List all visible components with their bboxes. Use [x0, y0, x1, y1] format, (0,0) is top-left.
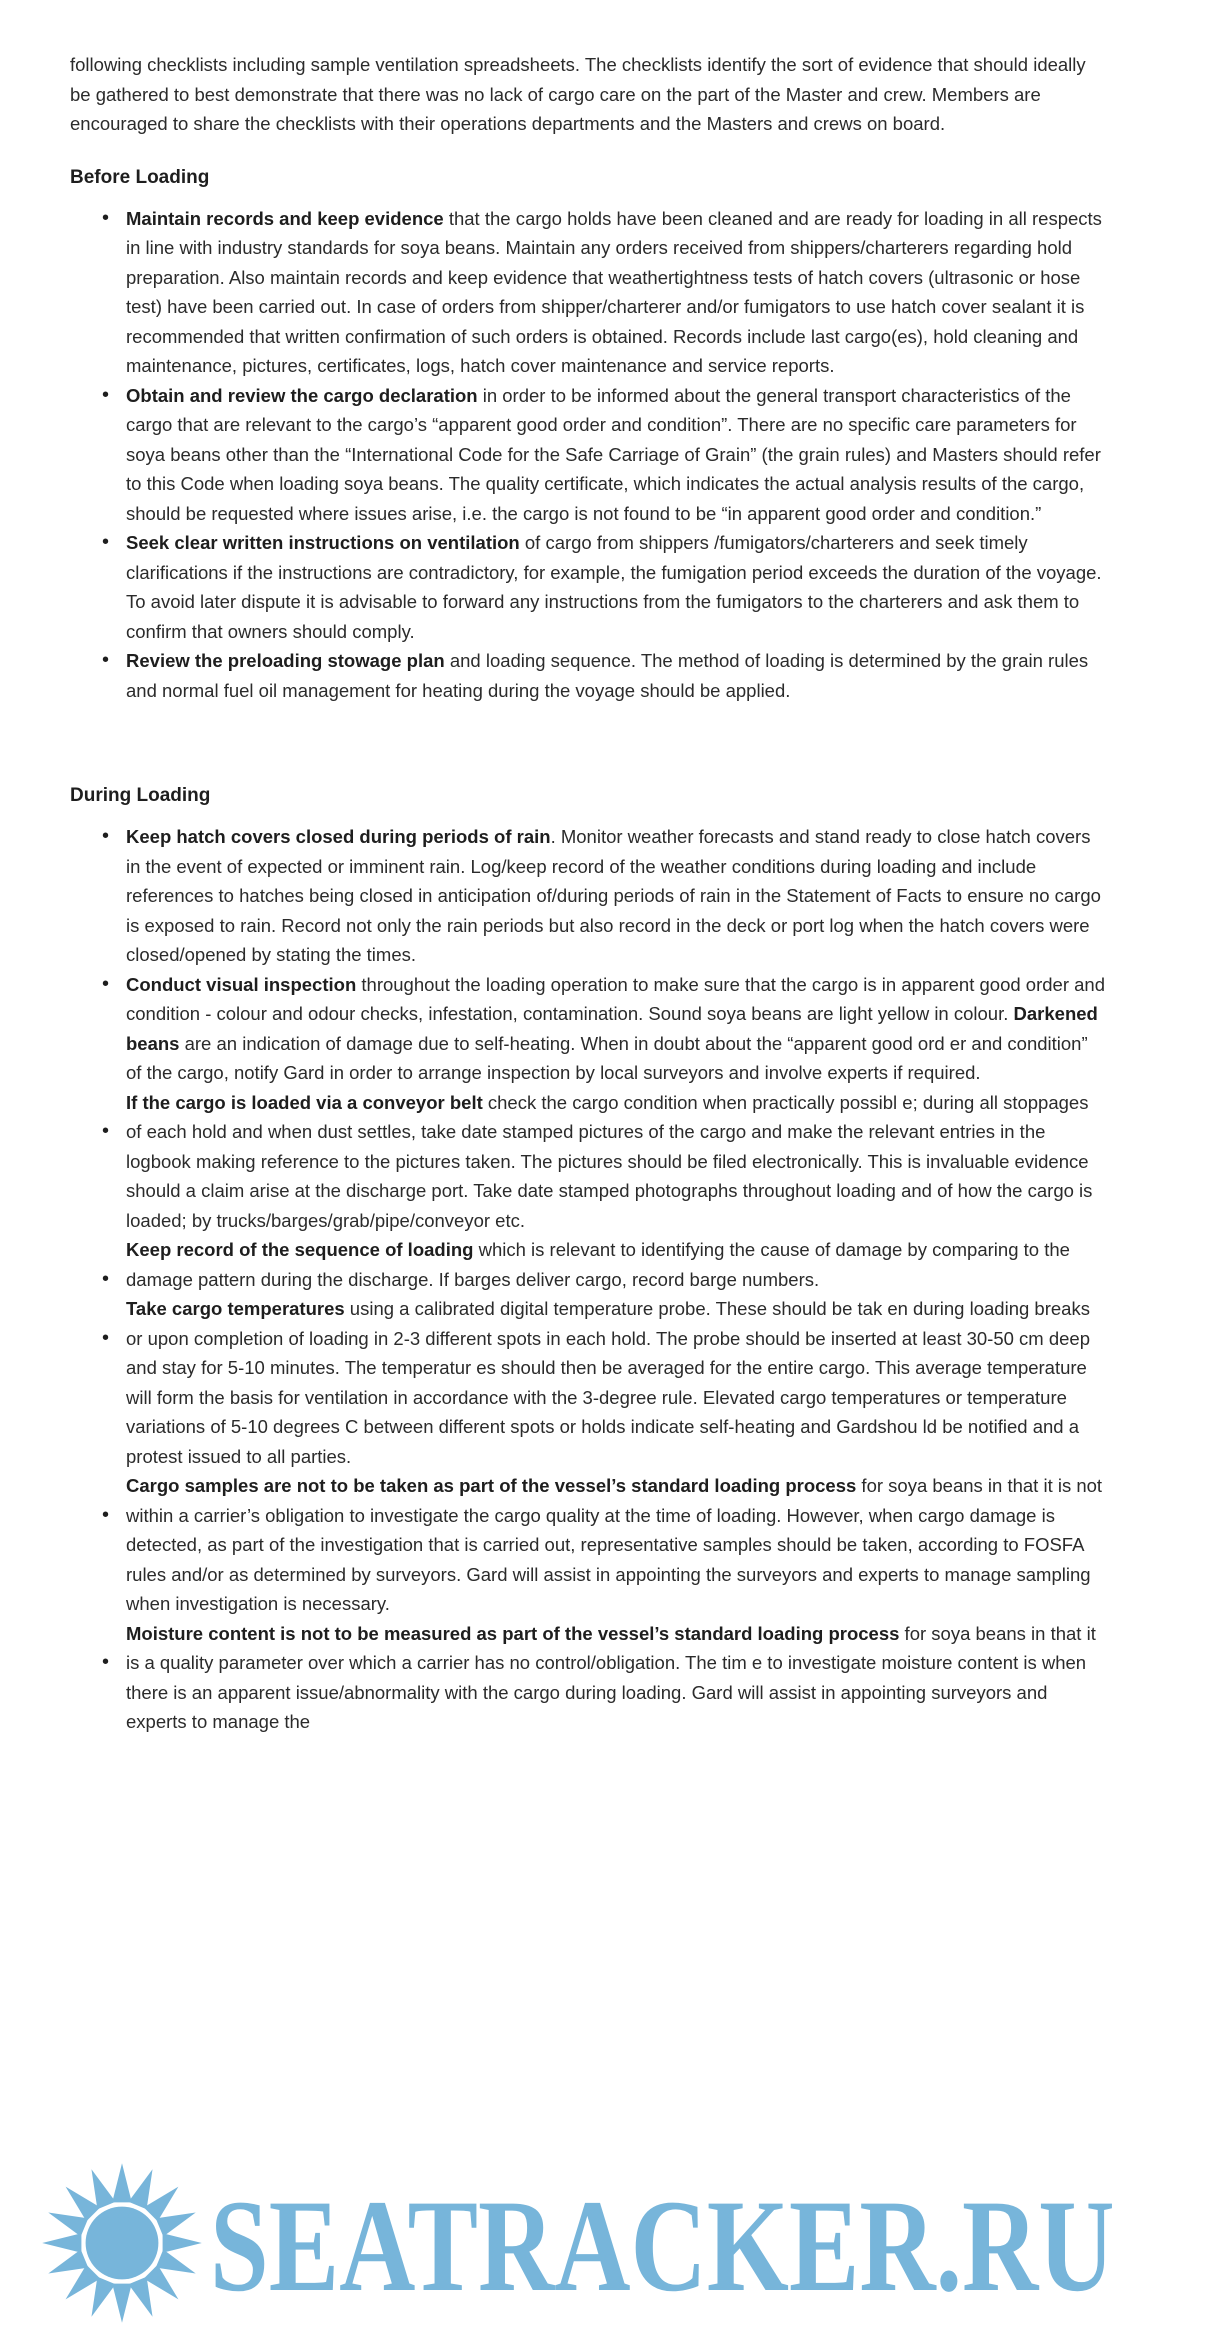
list-item — [126, 204, 1108, 381]
item-body: are an indication of damage due to self-heating. When in doubt about the “apparent good ord er and condition” of the cargo, notify Gard in order to arrange inspection by local surveyors and involve experts if required. — [126, 1032, 1088, 1083]
item-lead: Conduct visual inspection — [126, 973, 357, 995]
item-body: that the cargo holds have been cleaned and are ready for loading in all respects in line with industry standards for soya beans. Maintain any orders received from shippers/charterers regarding hold preparation. Also maintain records and keep evidence that weathertightness tests of hatch covers (ultrasonic or hose test) have been carried out. In case of orders from shipper/charterer and/or fumigators to use hatch cover sealant it is recommended that written confirmation of such orders is obtained. Records include last cargo(es), hold cleaning and maintenance, pictures, certificates, logs, hatch cover maintenance and service reports. — [126, 207, 1102, 376]
item-lead: Maintain records and keep evidence — [126, 207, 444, 229]
list-item — [126, 381, 1108, 529]
logo-text: SEATRACKER.RU — [210, 2171, 1115, 2319]
item-bold-inline: Darkened beans — [126, 1003, 1098, 1054]
before-loading-list — [70, 204, 1108, 706]
list-item — [126, 1471, 1108, 1619]
item-body: for soya beans in that it is not within a carrier’s obligation to investigate the cargo quality at the time of loading. However, when cargo damage is detected, as part of the investigation that is carried out, representative samples should be taken, according to FOSFA rules and/or as determined by surveyors. Gard will assist in appointing the surveyors and experts to manage sampling when investigation is necessary. — [126, 1475, 1103, 1614]
list-item — [126, 970, 1108, 1088]
document-content — [70, 50, 1108, 1743]
list-item — [126, 646, 1108, 705]
intro-paragraph: following checklists including sample ventilation spreadsheets. The checklists identify the sort of evidence that should ideally be gathered to best demonstrate that there was no lack of cargo care on the part of the Master and crew. Members are encouraged to share the checklists with their operations departments and the Masters and crews on board. — [70, 54, 1086, 134]
seatracker-watermark — [38, 2158, 1178, 2333]
item-body: using a calibrated digital temperature probe. These should be tak en during loading breaks or upon completion of loading in 2-3 different spots in each hold. The probe should be inserted at least 30-50 cm deep and stay for 5-10 minutes. The temperatur es should then be averaged for the entire cargo. This average temperature will form the basis for ventilation in accordance with the 3-degree rule. Elevated cargo temperatures or temperature variations of 5-10 degrees C between different spots or holds indicate self-heating and Gardshou ld be notified and a protest issued to all parties. — [126, 1298, 1091, 1467]
list-item — [126, 528, 1108, 646]
item-lead: Keep record of the sequence of loading — [126, 1239, 474, 1260]
item-body: check the cargo condition when practically possibl e; during all stoppages of each hold and when dust settles, take date stamped pictures of the cargo and make the relevant entries in the logbook making reference to the pictures taken. The pictures should be filed electronically. This is invaluable evidence should a claim arise at the discharge port. Take date stamped photographs throughout loading and of how the cargo is loaded; by trucks/barges/grab/pipe/conveyor etc. — [126, 1091, 1093, 1231]
item-body: and loading sequence. The method of loading is determined by the grain rules and normal fuel oil management for heating during the voyage should be applied. — [126, 650, 1089, 701]
item-lead: Keep hatch covers closed during periods of rain — [126, 826, 551, 847]
item-body: which is relevant to identifying the cause of damage by comparing to the damage pattern during the discharge. If barges deliver cargo, record barge numbers. — [126, 1239, 1070, 1290]
item-body: throughout the loading operation to make sure that the cargo is in apparent good order and condition - colour and odour checks, infestation, contamination. Sound soya beans are light yellow in colour. — [126, 973, 1105, 1024]
item-lead: If the cargo is loaded via a conveyor belt — [126, 1091, 483, 1113]
sun-icon — [38, 2159, 206, 2332]
item-lead: Obtain and review the cargo declaration — [126, 384, 478, 406]
list-item — [126, 1088, 1108, 1236]
item-lead: Seek clear written instructions on ventilation — [126, 532, 520, 553]
heading-during-loading: During Loading — [70, 785, 211, 806]
item-lead: Take cargo temperatures — [126, 1298, 345, 1319]
heading-before-loading: Before Loading — [70, 166, 210, 188]
list-item — [126, 1294, 1108, 1471]
item-body: for soya beans in that it is a quality parameter over which a carrier has no control/obligation. The tim e to investigate moisture content is when there is an apparent issue/abnormality with the cargo during loading. Gard will assist in appointing surveyors and experts to manage the — [126, 1622, 1096, 1732]
item-lead: Cargo samples are not to be taken as part of the vessel’s standard loading process — [126, 1475, 857, 1496]
item-body: . Monitor weather forecasts and stand ready to close hatch covers in the event of expected or imminent rain. Log/keep record of the weather conditions during loading and include references to hatches being closed in anticipation of/during periods of rain in the Statement of Facts to ensure no cargo is exposed to rain. Record not only the rain periods but also record in the deck or port log when the hatch covers were closed/opened by stating the times. — [126, 826, 1101, 965]
list-item — [126, 1235, 1108, 1294]
item-body: in order to be informed about the general transport characteristics of the cargo that are relevant to the cargo’s “apparent good order and condition”. There are no specific care parameters for soya beans other than the “International Code for the Safe Carriage of Grain” (the grain rules) and Masters should refer to this Code when loading soya beans. The quality certificate, which indicates the actual analysis results of the cargo, should be requested where issues arise, i.e. the cargo is not found to be “in apparent good order and condition.” — [126, 384, 1101, 524]
list-item — [126, 822, 1108, 970]
item-lead: Moisture content is not to be measured as part of the vessel’s standard loading process — [126, 1622, 900, 1644]
item-body: of cargo from shippers /fumigators/charterers and seek timely clarifications if the instructions are contradictory, for example, the fumigation period exceeds the duration of the voyage. To avoid later dispute it is advisable to forward any instructions from the fumigators to the charterers and ask them to confirm that owners should comply. — [126, 532, 1102, 642]
item-lead: Review the preloading stowage plan — [126, 650, 445, 671]
during-loading-list — [70, 822, 1108, 1737]
list-item — [126, 1619, 1108, 1737]
